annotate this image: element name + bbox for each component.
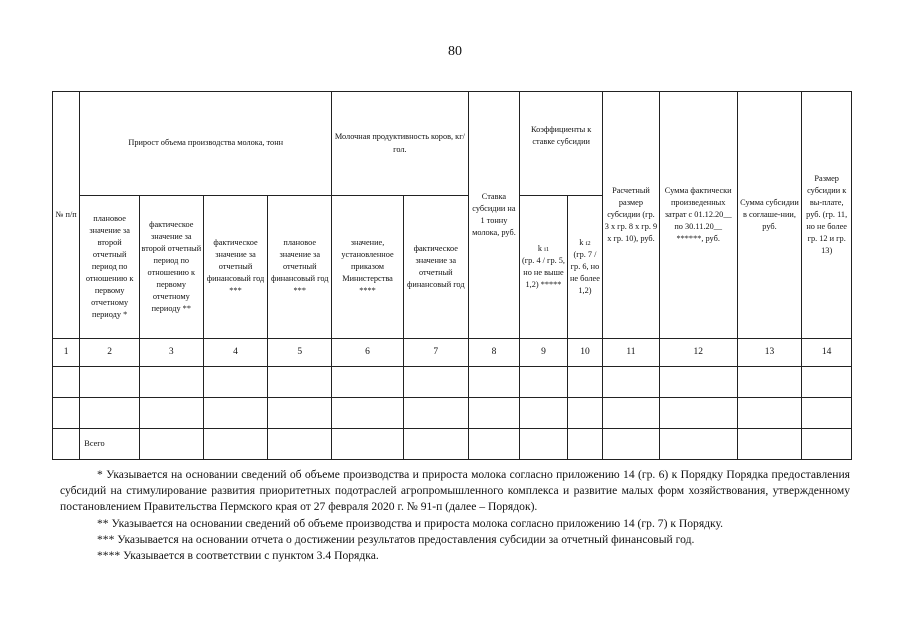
column-number: 2 <box>80 339 140 367</box>
total-label: Всего <box>80 429 140 460</box>
column-number: 4 <box>203 339 268 367</box>
table-cell[interactable] <box>403 398 468 429</box>
column-number: 11 <box>603 339 660 367</box>
table-cell[interactable] <box>603 398 660 429</box>
table-row <box>53 398 852 429</box>
column-number: 10 <box>567 339 602 367</box>
column-number: 12 <box>659 339 737 367</box>
subheader-k-i2 <box>567 196 602 339</box>
column-number: 13 <box>737 339 802 367</box>
column-number-row <box>53 339 852 367</box>
k-i2-text: (гр. 7 / гр. 6, но не более 1,2) <box>569 249 600 296</box>
table-cell[interactable] <box>139 367 203 398</box>
subheader-actual-growth: фактическое значение за второй отчетный период по отношению к первому отчетному периоду ** <box>139 196 203 339</box>
table-cell[interactable] <box>468 367 520 398</box>
table-cell[interactable] <box>737 429 802 460</box>
subheader-k-i1 <box>520 196 568 339</box>
table-cell[interactable] <box>332 398 404 429</box>
footnote: *** Указывается на основании отчета о достижении результатов предоставления субсидии за отчетный финансовый год. <box>97 532 695 546</box>
table-cell[interactable] <box>737 367 802 398</box>
table-cell[interactable] <box>139 429 203 460</box>
k-i2-index: i2 <box>585 239 591 247</box>
table-cell[interactable] <box>332 429 404 460</box>
header-rate: Ставка субсидии на 1 тонну молока, руб. <box>468 92 520 339</box>
table-cell[interactable] <box>53 429 80 460</box>
table-cell[interactable] <box>603 429 660 460</box>
table-cell[interactable] <box>468 398 520 429</box>
table-cell[interactable] <box>603 367 660 398</box>
table-cell[interactable] <box>802 367 852 398</box>
header-num: № п/п <box>53 92 80 339</box>
column-number: 3 <box>139 339 203 367</box>
table-cell[interactable] <box>203 398 268 429</box>
k-i1-symbol: k <box>537 243 542 253</box>
header-actual-costs: Сумма фактически произведенных затрат с 01.12.20__ по 30.11.20__ ******, руб. <box>659 92 737 339</box>
header-agreement-sum: Сумма субсидии в соглаше-нии, руб. <box>737 92 802 339</box>
table-cell[interactable] <box>802 429 852 460</box>
k-i2-symbol: k <box>579 237 584 247</box>
footnote: * Указывается на основании сведений об объеме производства и прироста молока согласно приложению 14 (гр. 6) к Порядку Порядка предоставления субсидий на стимулирование развития приоритетных подотраслей агропромышленного комплекса и развитие малых форм хозяйствования, утвержденному постановлением Правительства Пермского края от 27 февраля 2020 г. № 91-п (далее – Порядок). <box>60 468 850 514</box>
table-cell[interactable] <box>403 367 468 398</box>
table-cell[interactable] <box>80 398 140 429</box>
column-number: 6 <box>332 339 404 367</box>
table-row <box>53 367 852 398</box>
header-payout: Размер субсидии к вы-плате, руб. (гр. 11, но не более гр. 12 и гр. 13) <box>802 92 852 339</box>
subsidy-calculation-table <box>52 91 852 460</box>
total-row <box>53 429 852 460</box>
subheader-actual-year: фактическое значение за отчетный финансовый год *** <box>203 196 268 339</box>
table-cell[interactable] <box>203 429 268 460</box>
table-cell[interactable] <box>520 398 568 429</box>
table-cell[interactable] <box>203 367 268 398</box>
table-cell[interactable] <box>567 398 602 429</box>
column-number: 1 <box>53 339 80 367</box>
column-number: 7 <box>403 339 468 367</box>
subheader-planned-year: плановое значение за отчетный финансовый год *** <box>268 196 332 339</box>
table-cell[interactable] <box>659 429 737 460</box>
subheader-established-value: значение, установленное приказом Министерства **** <box>332 196 404 339</box>
table-cell[interactable] <box>468 429 520 460</box>
table-cell[interactable] <box>520 367 568 398</box>
table-cell[interactable] <box>659 398 737 429</box>
table-cell[interactable] <box>403 429 468 460</box>
table-cell[interactable] <box>802 398 852 429</box>
table-cell[interactable] <box>53 398 80 429</box>
k-i1-text: (гр. 4 / гр. 5, но не выше 1,2) ***** <box>521 255 565 290</box>
table-cell[interactable] <box>567 367 602 398</box>
table-cell[interactable] <box>659 367 737 398</box>
column-number: 9 <box>520 339 568 367</box>
table-cell[interactable] <box>567 429 602 460</box>
footnotes <box>60 467 850 564</box>
subheader-planned-growth: плановое значение за второй отчетный период по отношению к первому отчетному периоду * <box>80 196 140 339</box>
footnote: **** Указывается в соответствии с пунктом 3.4 Порядка. <box>97 549 379 563</box>
table-cell[interactable] <box>268 398 332 429</box>
column-number: 5 <box>268 339 332 367</box>
header-growth-group: Прирост объема производства молока, тонн <box>80 92 332 196</box>
k-i1-index: i1 <box>544 245 550 253</box>
page-number: 80 <box>448 44 462 59</box>
header-calc-size: Расчетный размер субсидии (гр. 3 х гр. 8 х гр. 9 х гр. 10), руб. <box>603 92 660 339</box>
table-cell[interactable] <box>332 367 404 398</box>
column-number: 14 <box>802 339 852 367</box>
table-cell[interactable] <box>268 429 332 460</box>
table-cell[interactable] <box>53 367 80 398</box>
table-cell[interactable] <box>268 367 332 398</box>
table-cell[interactable] <box>139 398 203 429</box>
column-number: 8 <box>468 339 520 367</box>
footnote: ** Указывается на основании сведений об объеме производства и прироста молока согласно приложению 14 (гр. 7) к Порядку. <box>97 516 724 530</box>
subheader-actual-productivity: фактическое значение за отчетный финансовый год <box>403 196 468 339</box>
table-cell[interactable] <box>520 429 568 460</box>
table-cell[interactable] <box>737 398 802 429</box>
table-cell[interactable] <box>80 367 140 398</box>
header-coefficients-group: Коэффициенты к ставке субсидии <box>520 92 603 196</box>
header-productivity-group: Молочная продуктивность коров, кг/гол. <box>332 92 469 196</box>
